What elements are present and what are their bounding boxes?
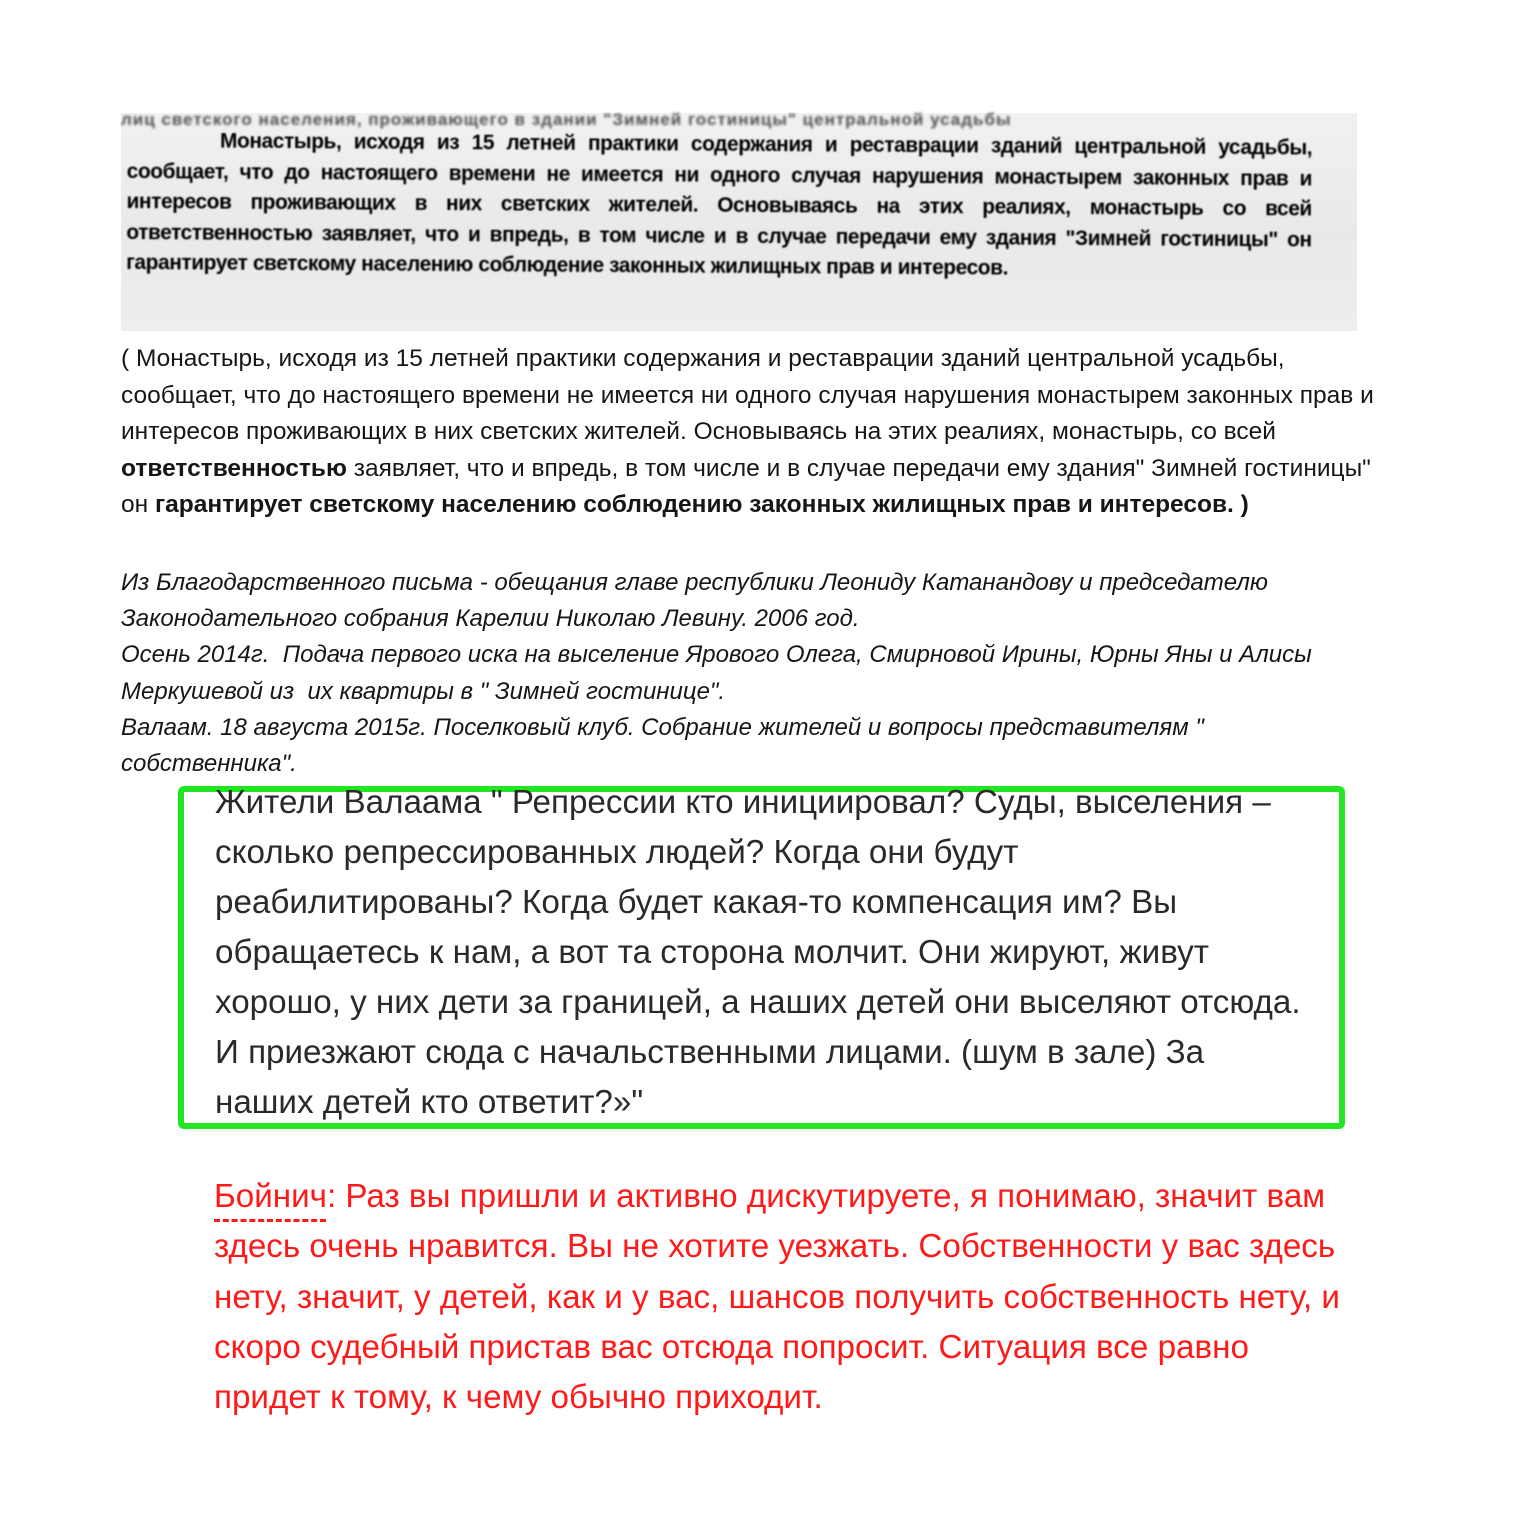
response-text: : Раз вы пришли и активно дискутируете, я понимаю, значит вам здесь очень нравится. Вы не хотите уезжать. Собственности у вас здесь нету, значит, у детей, как и у вас, шансов получить собственность нету, и скоро судебный пристав вас отсюда попросит. Ситуация все равно придет к тому, к чему обычно приходит. bbox=[214, 1178, 1340, 1417]
transcription-paragraph bbox=[121, 341, 1381, 524]
scanned-document-fragment bbox=[121, 110, 1357, 331]
note-source: Из Благодарственного письма - обещания главе республики Леониду Катанандову и председателю Законодательного собрания Карелии Николаю Левину. 2006 год. bbox=[121, 569, 1275, 633]
transcript-bold-guarantee: гарантирует светскому населению соблюдению законных жилищных прав и интересов. ) bbox=[154, 491, 1249, 519]
residents-quote-box bbox=[178, 786, 1345, 1129]
transcript-bold-responsibility: ответственностью bbox=[121, 454, 347, 482]
notes-block bbox=[121, 565, 1381, 782]
note-lawsuit: Осень 2014г. Подача первого иска на выселение Ярового Олега, Смирновой Ирины, Юрны Яны и Алисы Меркушевой из их квартиры в " Зимней гостинице". bbox=[121, 641, 1319, 705]
note-meeting: Валаам. 18 августа 2015г. Поселковый клуб. Собрание жителей и вопросы представителям " собственника". bbox=[121, 713, 1211, 778]
speaker-name: Бойнич bbox=[214, 1178, 327, 1215]
transcript-text-2: заявляет, что и впредь, в том числе и в случае передачи ему здания" Зимней гостиницы" он bbox=[121, 454, 1371, 519]
scan-paragraph: Монастырь, исходя из 15 летней практики содержания и реставрации зданий центральной усадьбы, сообщает, что до настоящего времени не имеется ни одного случая нарушения монастырем законных прав и интересов проживающих в них светских жителей. Основываясь на этих реалиях, монастырь со всей ответственностью заявляет, что и впредь, в том числе и в случае передачи ему здания "Зимней гостиницы" он гарантирует светскому населению соблюдение законных жилищных прав и интересов. bbox=[126, 128, 1313, 280]
scan-cut-top-line: лиц светского населения, проживающего в здании "Зимней гостиницы" центральной усадьбы bbox=[121, 110, 1012, 129]
boynich-response bbox=[214, 1172, 1344, 1423]
residents-quote-text: Жители Валаама " Репрессии кто инициировал? Суды, выселения – сколько репрессированных людей? Когда они будут реабилитированы? Когда будет какая-то компенсация им? Вы обращаетесь к нам, а вот та сторона молчит. Они жируют, живут хорошо, у них дети за границей, а наших детей они выселяют отсюда. И приезжают сюда с начальственными лицами. (шум в зале) За наших детей кто ответит?»" bbox=[215, 784, 1301, 1121]
transcript-text-1: ( Монастырь, исходя из 15 летней практики содержания и реставрации зданий центральной усадьбы, сообщает, что до настоящего времени не имеется ни одного случая нарушения монастырем законных прав и интересов проживающих в них светских жителей. Основываясь на этих реалиях, монастырь, со всей bbox=[121, 345, 1374, 446]
